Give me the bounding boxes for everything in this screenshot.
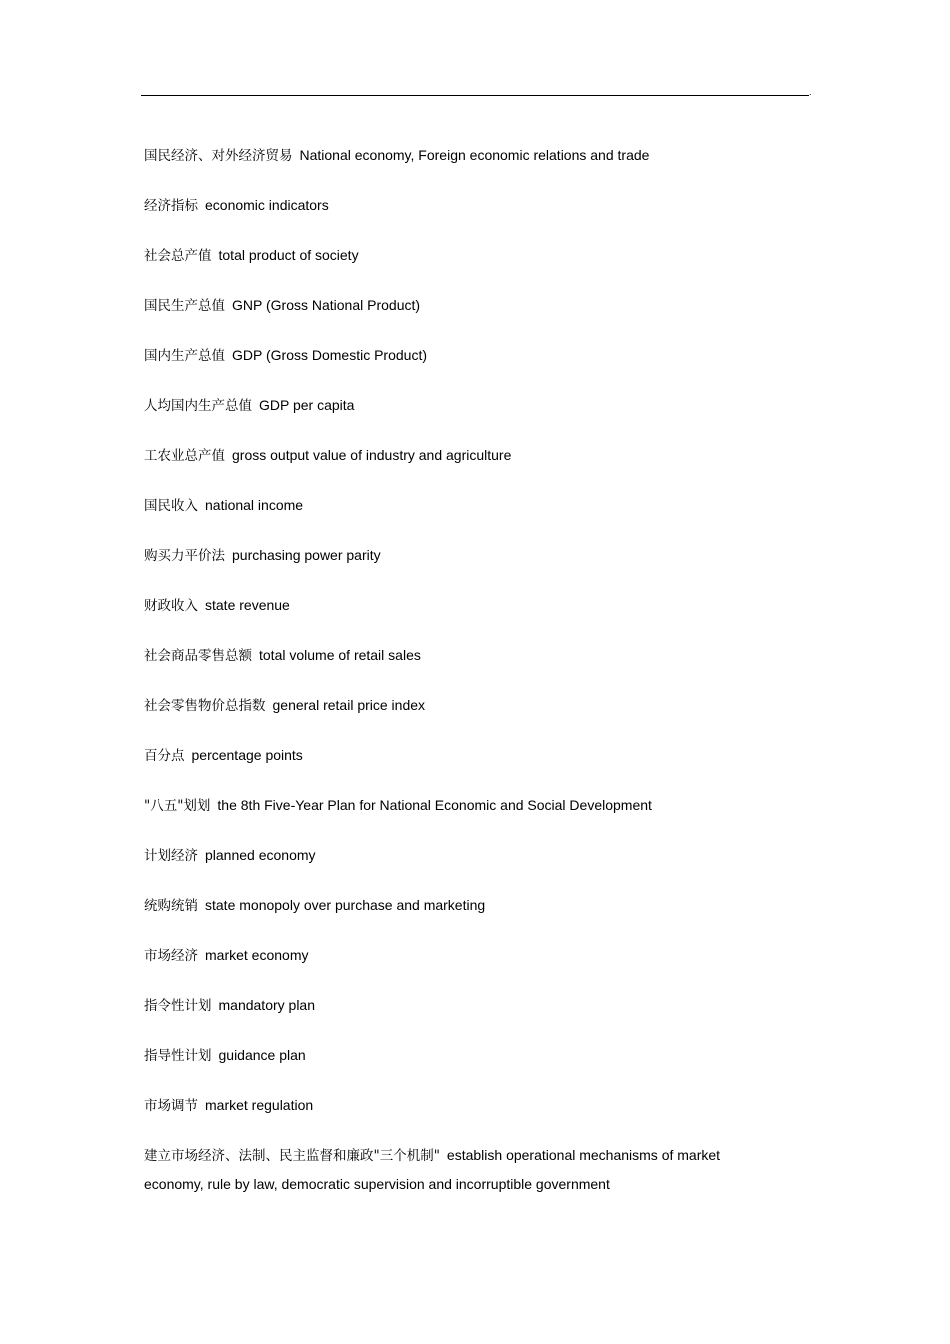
glossary-entry (144, 395, 756, 416)
entry-english-term: percentage points (191, 747, 303, 763)
entry-chinese-term: 经济指标 (144, 198, 198, 214)
entry-english-term: economic indicators (205, 197, 329, 213)
glossary-entry (144, 745, 756, 766)
glossary-entry (144, 1045, 756, 1066)
entry-english-term: the 8th Five-Year Plan for National Economic and Social Development (217, 797, 652, 813)
glossary-list (144, 145, 756, 1227)
glossary-entry (144, 145, 756, 166)
entry-chinese-term: 财政收入 (144, 598, 198, 614)
entry-chinese-term: 指令性计划 (144, 998, 212, 1014)
entry-chinese-term: 百分点 (144, 748, 185, 764)
glossary-entry (144, 845, 756, 866)
glossary-entry (144, 545, 756, 566)
header-rule (141, 95, 809, 96)
glossary-entry (144, 795, 756, 816)
glossary-entry (144, 195, 756, 216)
entry-chinese-term: 社会商品零售总额 (144, 648, 252, 664)
entry-english-term: establish operational mechanisms of market economy, rule by law, democratic supervision and incorruptible government (144, 1147, 721, 1192)
glossary-entry (144, 445, 756, 466)
entry-english-term: GDP per capita (259, 397, 355, 413)
glossary-entry (144, 295, 756, 316)
entry-english-term: market economy (205, 947, 309, 963)
entry-english-term: guidance plan (218, 1047, 306, 1063)
entry-english-term: mandatory plan (218, 997, 316, 1013)
glossary-entry (144, 245, 756, 266)
glossary-entry (144, 895, 756, 916)
entry-english-term: national income (205, 497, 304, 513)
entry-chinese-term: 国民经济、对外经济贸易 (144, 148, 293, 164)
entry-english-term: National economy, Foreign economic relations and trade (299, 147, 650, 163)
entry-chinese-term: 市场调节 (144, 1098, 198, 1114)
glossary-entry (144, 495, 756, 516)
entry-english-term: GDP (Gross Domestic Product) (232, 347, 428, 363)
glossary-entry (144, 995, 756, 1016)
entry-english-term: market regulation (205, 1097, 314, 1113)
glossary-entry (144, 345, 756, 366)
entry-chinese-term: "八五"划划 (144, 798, 211, 814)
glossary-entry (144, 945, 756, 966)
entry-chinese-term: 购买力平价法 (144, 548, 225, 564)
entry-chinese-term: 建立市场经济、法制、民主监督和廉政"三个机制" (144, 1148, 440, 1164)
entry-english-term: purchasing power parity (232, 547, 381, 563)
entry-english-term: GNP (Gross National Product) (232, 297, 421, 313)
glossary-entry (144, 695, 756, 716)
entry-chinese-term: 国内生产总值 (144, 348, 225, 364)
glossary-entry (144, 1095, 756, 1116)
entry-chinese-term: 人均国内生产总值 (144, 398, 252, 414)
entry-english-term: total volume of retail sales (259, 647, 421, 663)
entry-english-term: state revenue (205, 597, 290, 613)
entry-chinese-term: 计划经济 (144, 848, 198, 864)
entry-chinese-term: 指导性计划 (144, 1048, 212, 1064)
entry-chinese-term: 国民生产总值 (144, 298, 225, 314)
entry-english-term: general retail price index (272, 697, 426, 713)
entry-chinese-term: 国民收入 (144, 498, 198, 514)
entry-chinese-term: 社会总产值 (144, 248, 212, 264)
glossary-entry (144, 645, 756, 666)
header-mark: . (809, 87, 812, 97)
glossary-entry (144, 595, 756, 616)
entry-chinese-term: 统购统销 (144, 898, 198, 914)
entry-chinese-term: 市场经济 (144, 948, 198, 964)
entry-english-term: state monopoly over purchase and marketing (205, 897, 486, 913)
entry-english-term: planned economy (205, 847, 316, 863)
glossary-entry (144, 1141, 756, 1198)
entry-chinese-term: 工农业总产值 (144, 448, 225, 464)
entry-english-term: total product of society (218, 247, 359, 263)
entry-chinese-term: 社会零售物价总指数 (144, 698, 266, 714)
entry-english-term: gross output value of industry and agriculture (232, 447, 512, 463)
